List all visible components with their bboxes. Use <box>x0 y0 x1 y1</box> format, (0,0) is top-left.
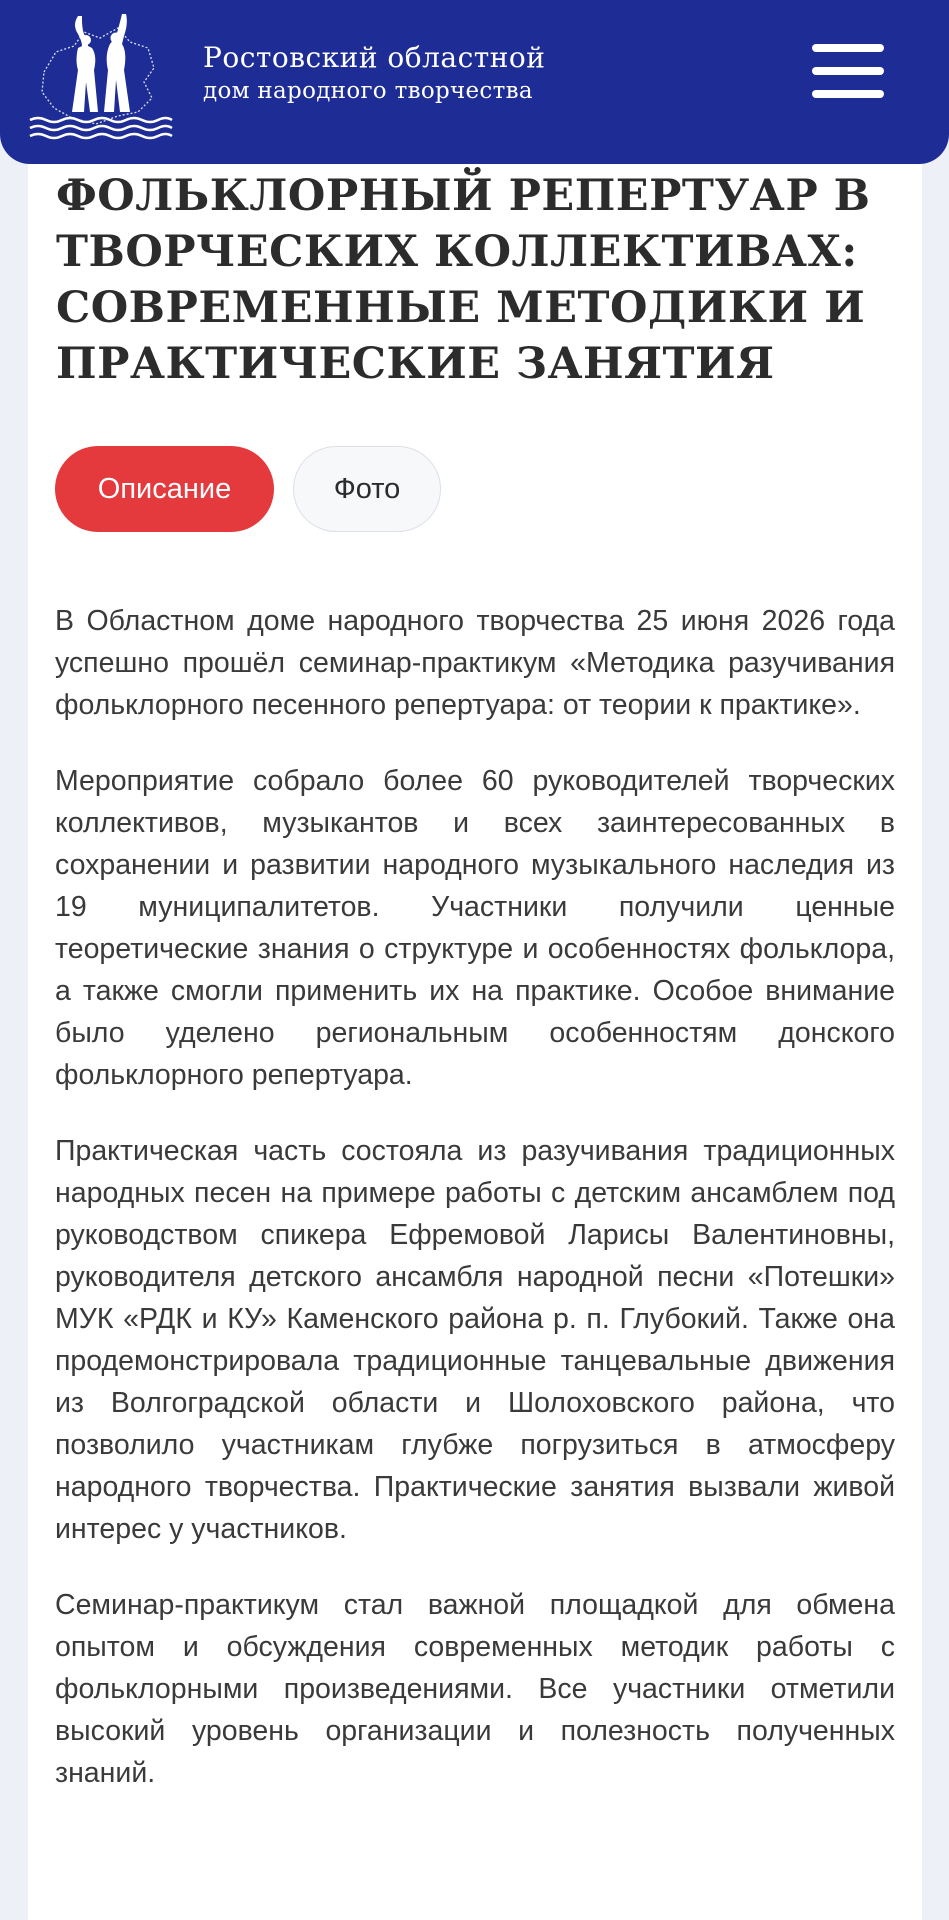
hamburger-menu-icon[interactable] <box>808 40 888 102</box>
dancers-monument-logo[interactable] <box>26 12 176 142</box>
menu-bar-bottom <box>812 90 884 98</box>
article-body <box>55 600 895 1828</box>
logo-graphic <box>26 12 176 142</box>
article-paragraph: Мероприятие собрало более 60 руководителей творческих коллективов, музыкантов и всех заинтересованных в сохранении и развитии народного музыкального наследия из 19 муниципалитетов. Участники получили ценные теоретические знания о структуре и особенностях фольклора, а также смогли применить их на практике. Особое внимание было уделено региональным особенностям донского фольклорного репертуара. <box>55 765 895 1091</box>
article-paragraph: Семинар-практикум стал важной площадкой для обмена опытом и обсуждения современных методик работы с фольклорными произведениями. Все участники отметили высокий уровень организации и полезность полученных знаний. <box>55 1589 895 1789</box>
organization-name-line2: дом народного творчества <box>203 78 533 104</box>
organization-name-line1: Ростовский областной <box>203 41 546 74</box>
content-card <box>28 0 922 1920</box>
tab-description[interactable]: Описание <box>55 446 274 532</box>
article-paragraph: Практическая часть состояла из разучивания традиционных народных песен на примере работы с детским ансамблем под руководством спикера Ефремовой Ларисы Валентиновны, руководителя детского ансамбля народной песни «Потешки» МУК «РДК и КУ» Каменского района р. п. Глубокий. Также она продемонстрировала традиционные танцевальные движения из Волгоградской области и Шолоховского района, что позволило участникам глубже погрузиться в атмосферу народного творчества. Практические занятия вызвали живой интерес у участников. <box>55 1135 895 1545</box>
menu-bar-middle <box>812 67 884 75</box>
site-header <box>0 0 949 164</box>
menu-bar-top <box>812 44 884 52</box>
page-title: ФОЛЬКЛОРНЫЙ РЕПЕРТУАР В ТВОРЧЕСКИХ КОЛЛЕКТИВАХ: СОВРЕМЕННЫЕ МЕТОДИКИ И ПРАКТИЧЕСКИЕ ЗАНЯТИЯ <box>56 171 871 389</box>
tab-photo[interactable]: Фото <box>293 446 441 532</box>
organization-name[interactable] <box>203 40 545 106</box>
article-paragraph: В Областном доме народного творчества 25 июня 2026 года успешно прошёл семинар-практикум «Методика разучивания фольклорного песенного репертуара: от теории к практике». <box>55 605 895 721</box>
